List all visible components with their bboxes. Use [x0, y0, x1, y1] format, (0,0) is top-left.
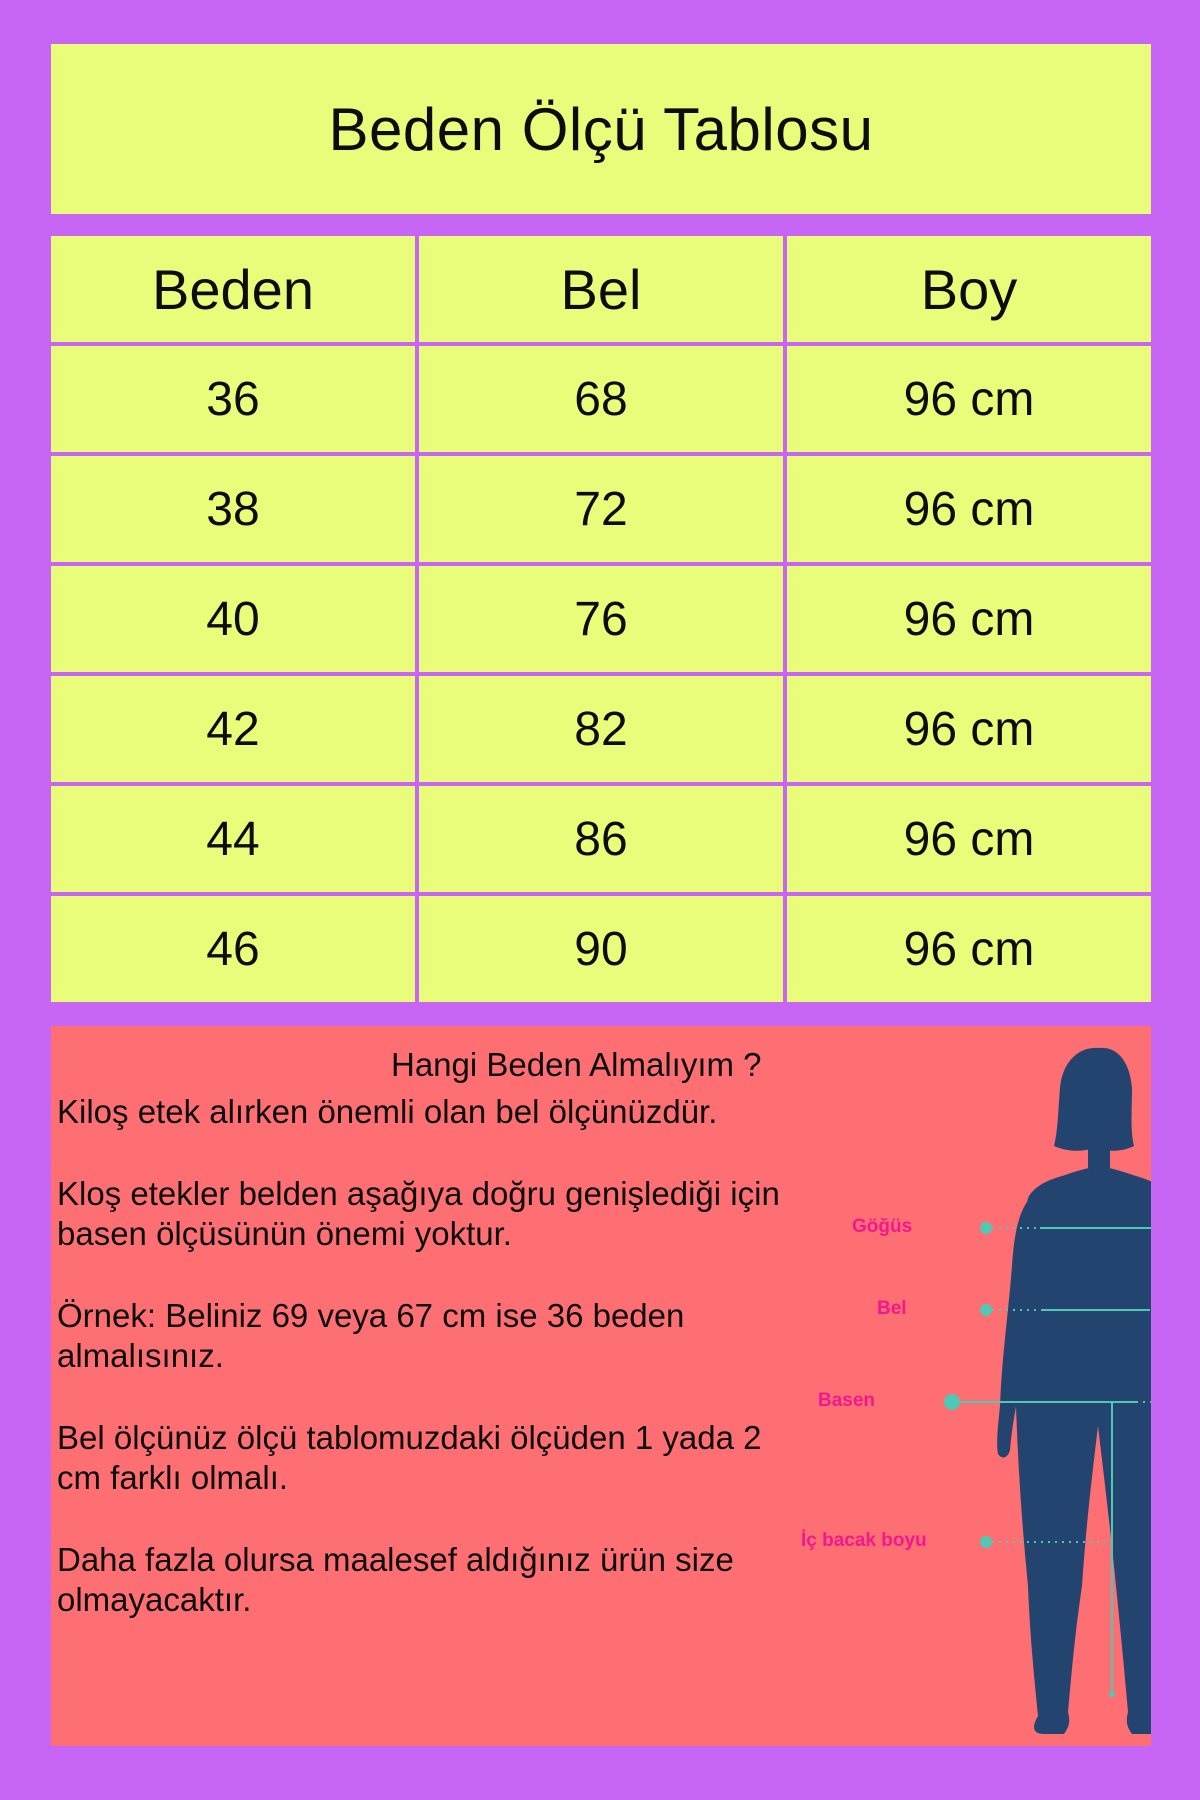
column-header-bel: Bel: [419, 236, 783, 342]
table-cell: 96 cm: [787, 896, 1151, 1002]
table-cell: 44: [51, 786, 415, 892]
label-basen: Basen: [818, 1390, 876, 1411]
table-cell: 90: [419, 896, 783, 1002]
table-cell: 46: [51, 896, 415, 1002]
advice-paragraph: Bel ölçünüz ölçü tablomuzdaki ölçüden 1 yada 2 cm farklı olmalı.: [57, 1419, 762, 1496]
page-title: Beden Ölçü Tablosu: [328, 95, 874, 163]
size-advice-panel: [51, 1026, 1151, 1746]
size-table: [51, 236, 1151, 1002]
table-cell: 82: [419, 676, 783, 782]
table-cell: 36: [51, 346, 415, 452]
table-cell: 38: [51, 456, 415, 562]
advice-paragraph: Daha fazla olursa maalesef aldığınız ürün size olmayacaktır.: [57, 1541, 734, 1618]
label-bel: Bel: [877, 1298, 907, 1319]
table-cell: 40: [51, 566, 415, 672]
table-cell: 76: [419, 566, 783, 672]
advice-paragraph: Örnek: Beliniz 69 veya 67 cm ise 36 beden almalısınız.: [57, 1297, 685, 1374]
label-ic-bacak-boyu: İç bacak boyu: [801, 1530, 927, 1551]
table-cell: 96 cm: [787, 566, 1151, 672]
advice-heading: Hangi Beden Almalıyım ?: [391, 1046, 762, 1083]
advice-text: [57, 1092, 797, 1662]
table-cell: 96 cm: [787, 676, 1151, 782]
table-cell: 72: [419, 456, 783, 562]
column-header-beden: Beden: [51, 236, 415, 342]
table-cell: 96 cm: [787, 456, 1151, 562]
table-cell: 86: [419, 786, 783, 892]
label-gogus: Göğüs: [852, 1216, 913, 1237]
table-cell: 96 cm: [787, 786, 1151, 892]
advice-paragraph: Kloş etekler belden aşağıya doğru genişlediği için basen ölçüsünün önemi yoktur.: [57, 1175, 780, 1252]
table-cell: 68: [419, 346, 783, 452]
title-banner: [51, 44, 1151, 214]
body-silhouette-icon: [786, 1026, 1151, 1746]
column-header-boy: Boy: [787, 236, 1151, 342]
table-cell: 96 cm: [787, 346, 1151, 452]
measurement-figure: [786, 1026, 1151, 1746]
advice-paragraph: Kiloş etek alırken önemli olan bel ölçünüzdür.: [57, 1093, 718, 1130]
table-cell: 42: [51, 676, 415, 782]
